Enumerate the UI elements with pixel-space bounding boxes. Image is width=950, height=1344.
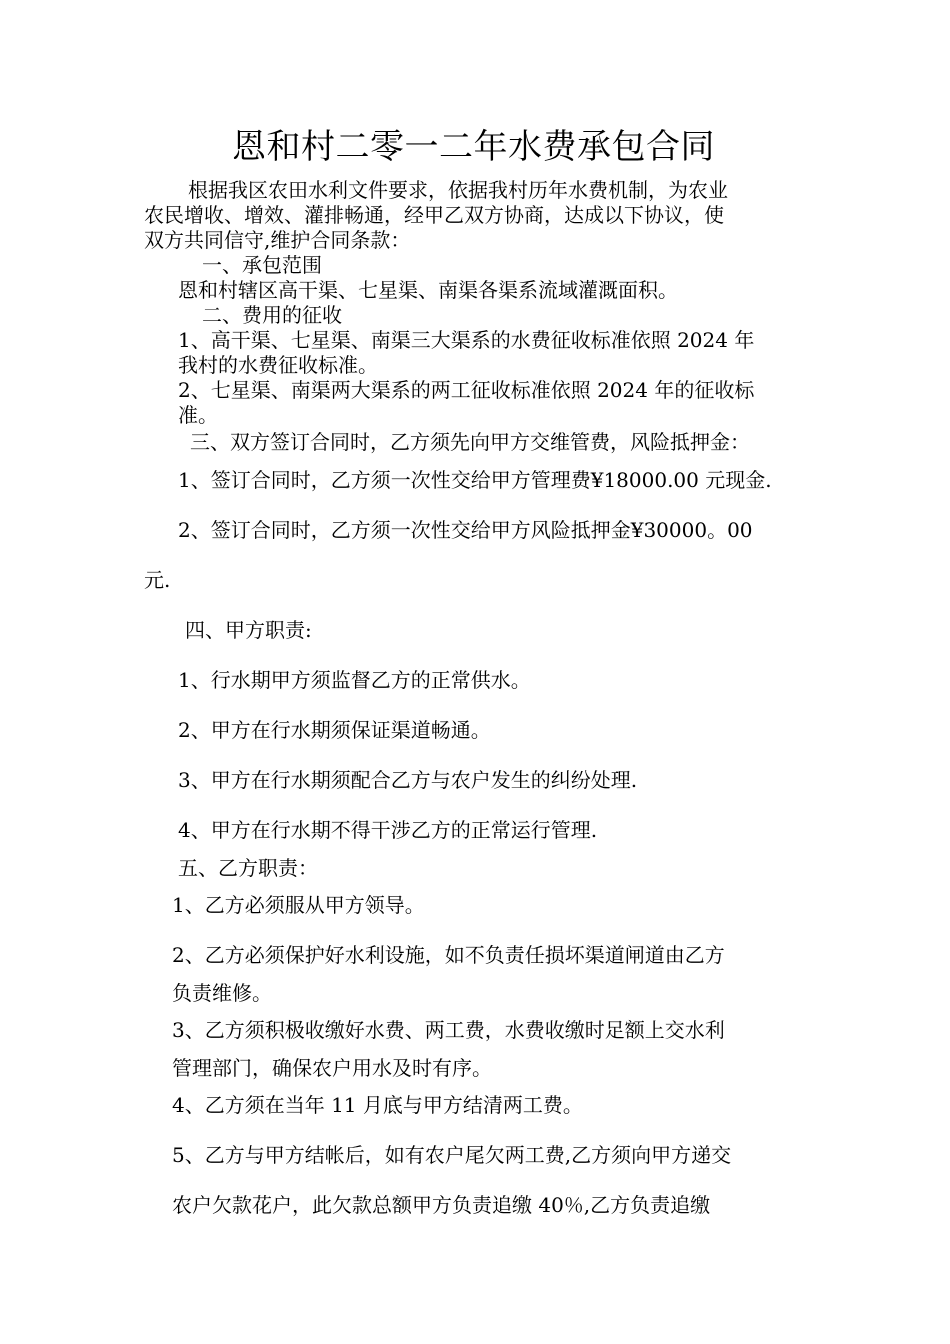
intro-line-1: 根据我区农田水利文件要求，依据我村历年水费机制，为农业 bbox=[188, 178, 728, 202]
intro-line-3: 双方共同信守,维护合同条款： bbox=[144, 228, 411, 252]
document-title: 恩和村二零一二年水费承包合同 bbox=[232, 127, 715, 167]
fee-item-2-line-1: 2、七星渠、南渠两大渠系的两工征收标准依照 2024 年的征收标 bbox=[178, 378, 755, 402]
party-b-duty-2-line-2: 负责维修。 bbox=[172, 981, 272, 1005]
party-a-duty-1: 1、行水期甲方须监督乙方的正常供水。 bbox=[178, 668, 531, 692]
party-b-duty-3-line-2: 管理部门，确保农户用水及时有序。 bbox=[172, 1056, 492, 1080]
section-heading-party-a: 四、甲方职责: bbox=[185, 618, 312, 642]
section-heading-scope: 一、承包范围 bbox=[202, 253, 322, 277]
deposit-item-2: 2、签订合同时，乙方须一次性交给甲方风险抵押金¥30000。00 bbox=[178, 518, 753, 542]
deposit-item-2-continuation: 元. bbox=[144, 568, 171, 592]
party-b-duty-3-line-1: 3、乙方须积极收缴好水费、两工费，水费收缴时足额上交水利 bbox=[172, 1018, 725, 1042]
party-b-duty-5-line-2: 农户欠款花户，此欠款总额甲方负责追缴 40％,乙方负责追缴 bbox=[172, 1193, 711, 1217]
party-b-duty-4: 4、乙方须在当年 11 月底与甲方结清两工费。 bbox=[172, 1093, 583, 1117]
party-b-duty-1: 1、乙方必须服从甲方领导。 bbox=[172, 893, 425, 917]
section-heading-deposits: 三、双方签订合同时，乙方须先向甲方交维管费，风险抵押金： bbox=[190, 430, 750, 454]
party-a-duty-4: 4、甲方在行水期不得干涉乙方的正常运行管理. bbox=[178, 818, 598, 842]
deposit-item-1: 1、签订合同时，乙方须一次性交给甲方管理费¥18000.00 元现金. bbox=[178, 468, 772, 492]
fee-item-1-line-2: 我村的水费征收标准。 bbox=[178, 353, 378, 377]
party-a-duty-3: 3、甲方在行水期须配合乙方与农户发生的纠纷处理. bbox=[178, 768, 638, 792]
party-b-duty-5-line-1: 5、乙方与甲方结帐后，如有农户尾欠两工费,乙方须向甲方递交 bbox=[172, 1143, 732, 1167]
scope-text: 恩和村辖区高干渠、七星渠、南渠各渠系流域灌溉面积。 bbox=[178, 278, 678, 302]
intro-line-2: 农民增收、增效、灌排畅通，经甲乙双方协商，达成以下协议，使 bbox=[144, 203, 724, 227]
section-heading-fees: 二、费用的征收 bbox=[202, 303, 342, 327]
party-b-duty-2-line-1: 2、乙方必须保护好水利设施，如不负责任损坏渠道闸道由乙方 bbox=[172, 943, 725, 967]
fee-item-2-line-2: 准。 bbox=[178, 403, 218, 427]
fee-item-1-line-1: 1、高干渠、七星渠、南渠三大渠系的水费征收标准依照 2024 年 bbox=[178, 328, 755, 352]
section-heading-party-b: 五、乙方职责： bbox=[178, 856, 318, 880]
party-a-duty-2: 2、甲方在行水期须保证渠道畅通。 bbox=[178, 718, 491, 742]
